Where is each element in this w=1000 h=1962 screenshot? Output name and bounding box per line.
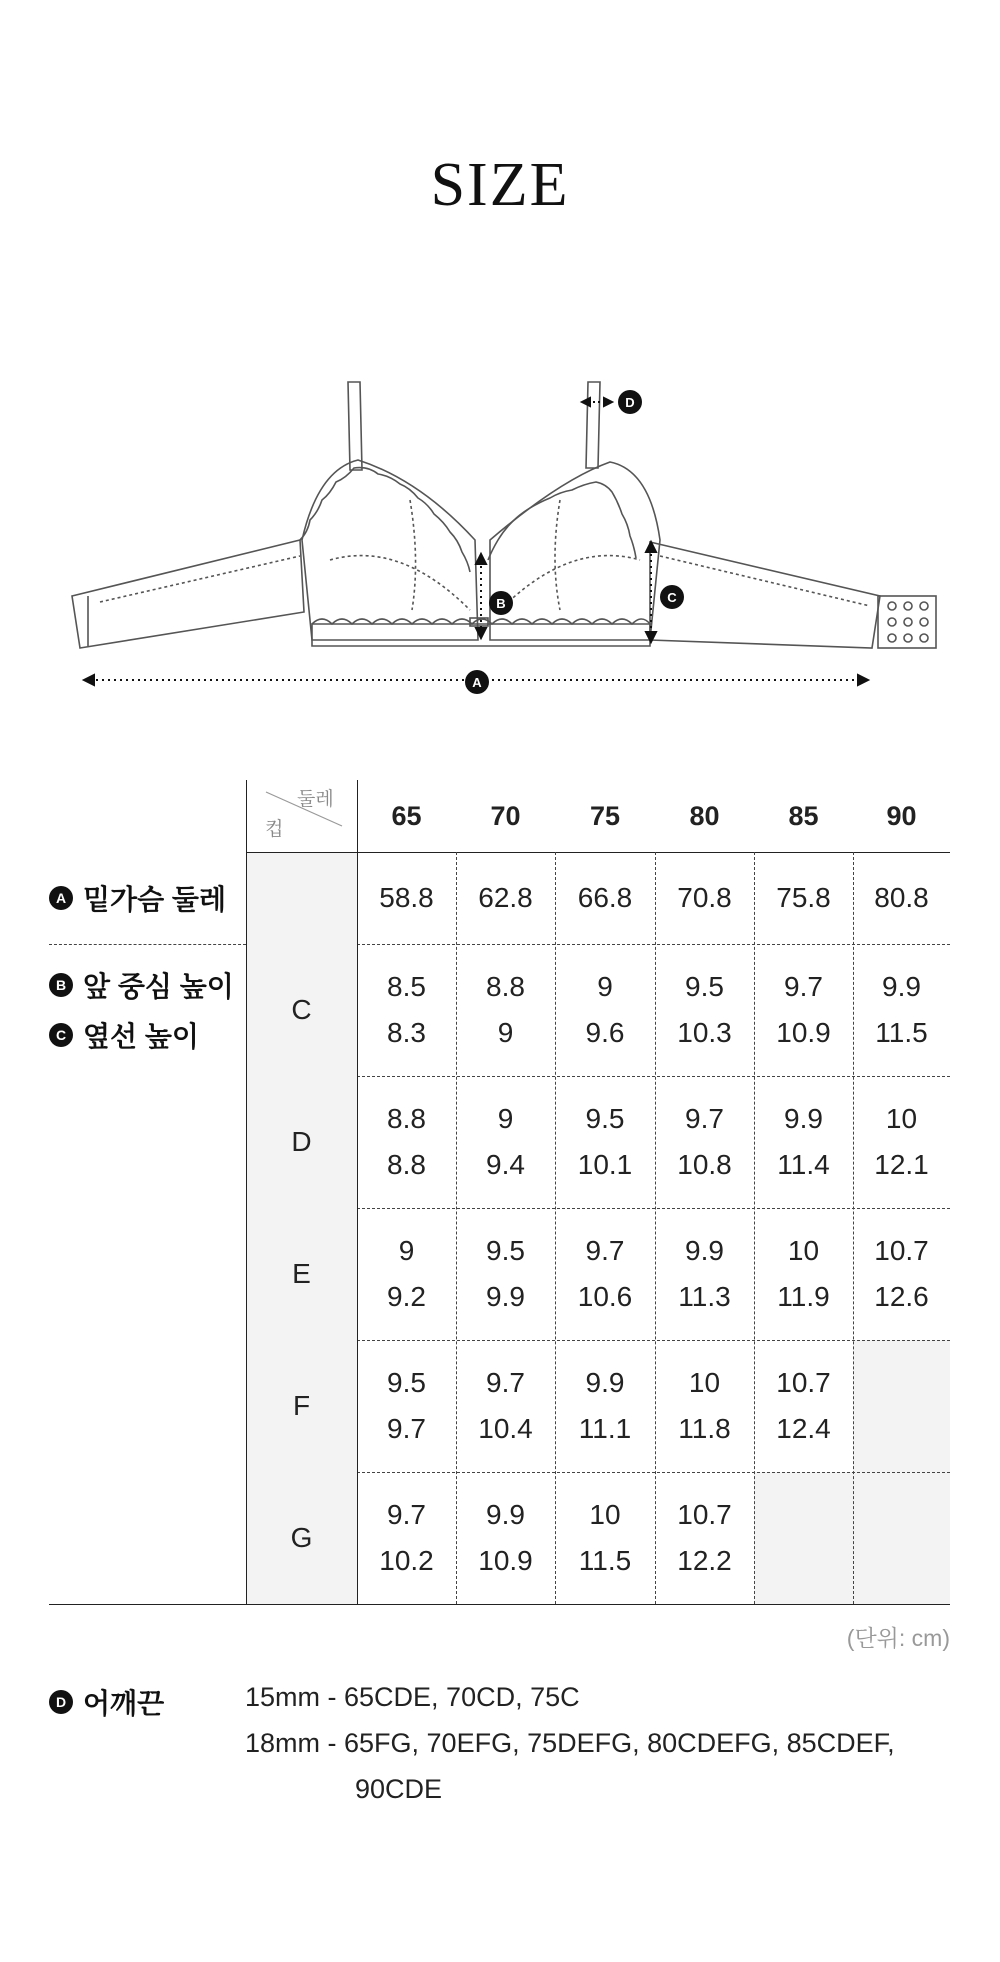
- front-center-height-value: 9.5: [387, 1367, 426, 1398]
- size-cell: [456, 1340, 555, 1472]
- front-center-height-value: 10.7: [776, 1367, 831, 1398]
- front-center-height-value: 9: [497, 1103, 514, 1134]
- front-center-height-value: 10.7: [874, 1235, 929, 1266]
- badge-a: A: [49, 886, 73, 910]
- cup-label: D: [291, 1126, 312, 1157]
- side-height-value: 10.1: [577, 1149, 633, 1180]
- side-height-value: 10.4: [478, 1413, 533, 1444]
- front-center-height-value: 8.8: [486, 971, 525, 1002]
- side-height-value: 9.6: [585, 1017, 625, 1048]
- front-center-height-value: 9.7: [685, 1103, 724, 1134]
- underbust-cell: 75.8: [776, 882, 831, 913]
- size-cell: [456, 944, 555, 1076]
- col-header-85: 85: [788, 800, 819, 831]
- svg-text:C: C: [667, 590, 677, 605]
- size-cell: [456, 1076, 555, 1208]
- side-height-value: 9: [497, 1017, 514, 1048]
- marker-c: [660, 585, 684, 609]
- front-center-height-value: 9.9: [585, 1367, 625, 1398]
- front-center-height-value: 9: [597, 971, 613, 1002]
- badge-d: D: [49, 1690, 73, 1714]
- col-header-65: 65: [391, 800, 422, 831]
- side-height-value: 10.9: [776, 1017, 831, 1048]
- badge-b: B: [49, 973, 73, 997]
- size-cell: [555, 1472, 655, 1604]
- side-height-value: 10.3: [677, 1017, 732, 1048]
- col-header-70: 70: [490, 800, 521, 831]
- side-height-value: 10.9: [478, 1545, 533, 1576]
- cup-label: C: [291, 994, 312, 1025]
- side-height-label: [49, 1012, 199, 1058]
- front-center-height-value: 10: [688, 1367, 721, 1398]
- size-cell: [853, 1208, 950, 1340]
- page-title: SIZE: [430, 151, 570, 219]
- col-header-90: 90: [886, 800, 917, 831]
- col-header-75: 75: [589, 800, 621, 831]
- strap-label-text: 어깨끈: [83, 1688, 165, 1719]
- marker-a: [465, 670, 489, 694]
- front-center-height-value: 9.9: [784, 1103, 823, 1134]
- side-height-value: 12.1: [874, 1149, 929, 1180]
- side-height-value: 11.1: [578, 1413, 632, 1444]
- front-center-height-value: 8.5: [387, 971, 426, 1002]
- left-band: [72, 540, 304, 648]
- front-center-height-text: 앞 중심 높이: [83, 971, 234, 1002]
- underbust-cell: 58.8: [379, 882, 434, 913]
- size-cell: [754, 1076, 853, 1208]
- side-height-value: 10.8: [677, 1149, 732, 1180]
- side-height-value: 11.8: [678, 1413, 731, 1444]
- right-strap: [586, 382, 600, 468]
- front-center-height-value: 10.7: [677, 1499, 732, 1530]
- size-cell: [655, 1076, 754, 1208]
- underbust-cell: 80.8: [874, 882, 929, 913]
- front-center-height-value: 10: [787, 1235, 820, 1266]
- size-cell: [555, 1340, 655, 1472]
- side-height-value: 11.4: [777, 1149, 830, 1180]
- badge-c: C: [49, 1023, 73, 1047]
- marker-d: [618, 390, 642, 414]
- side-height-value: 11.5: [875, 1017, 928, 1048]
- strap-line: 15mm - 65CDE, 70CD, 75C: [245, 1682, 580, 1712]
- front-center-height-value: 10: [589, 1499, 621, 1530]
- left-cup: [302, 460, 478, 640]
- side-height-value: 9.9: [486, 1281, 525, 1312]
- underbust-label: [49, 852, 226, 944]
- front-center-height-value: 8.8: [387, 1103, 426, 1134]
- strap-line: 18mm - 65FG, 70EFG, 75DEFG, 80CDEFG, 85CDEF,: [245, 1728, 895, 1758]
- side-height-value: 9.7: [387, 1413, 426, 1444]
- right-band: [650, 542, 880, 648]
- bra-diagram: [0, 360, 1000, 700]
- front-center-height-value: 9.9: [685, 1235, 724, 1266]
- front-center-height-label: [49, 962, 234, 1008]
- svg-text:D: D: [625, 395, 635, 410]
- side-height-value: 11.3: [678, 1281, 731, 1312]
- corner-label-band: 둘레: [297, 789, 334, 810]
- size-cell: [456, 1472, 555, 1604]
- size-cell: [754, 944, 853, 1076]
- empty-cell-g-90: [853, 1472, 950, 1604]
- size-cell: [555, 944, 655, 1076]
- front-center-height-value: 9.9: [486, 1499, 525, 1530]
- front-center-height-value: 9.7: [585, 1235, 625, 1266]
- empty-cell-g-85: [754, 1472, 853, 1604]
- corner-label-cup: 컵: [265, 819, 284, 840]
- size-cell: [655, 1208, 754, 1340]
- size-cell: [555, 1076, 655, 1208]
- side-height-value: 9.4: [486, 1149, 525, 1180]
- size-cell: [853, 1076, 950, 1208]
- empty-cell-f-90: [853, 1340, 950, 1472]
- strap-line: 90CDE: [355, 1774, 443, 1804]
- side-height-value: 11.9: [777, 1281, 830, 1312]
- side-height-value: 10.2: [379, 1545, 434, 1576]
- side-height-value: 12.4: [776, 1413, 831, 1444]
- cup-label: F: [292, 1390, 311, 1421]
- size-cell: [456, 1208, 555, 1340]
- size-cell: [357, 1208, 456, 1340]
- size-cell: [357, 1076, 456, 1208]
- strap-label: [49, 1682, 164, 1722]
- front-center-height-value: 9.7: [486, 1367, 525, 1398]
- side-height-value: 9.2: [387, 1281, 426, 1312]
- side-height-value: 12.6: [874, 1281, 929, 1312]
- front-center-height-value: 9.9: [882, 971, 921, 1002]
- front-center-height-value: 9: [398, 1235, 415, 1266]
- size-cell: [853, 944, 950, 1076]
- size-cell: [655, 944, 754, 1076]
- size-cell: [655, 1472, 754, 1604]
- side-height-text: 옆선 높이: [83, 1021, 199, 1052]
- svg-text:A: A: [472, 675, 482, 690]
- front-center-height-value: 9.5: [486, 1235, 525, 1266]
- side-height-value: 10.6: [577, 1281, 633, 1312]
- unit-note: (단위: cm): [846, 1625, 950, 1651]
- underbust-cell: 66.8: [577, 882, 633, 913]
- size-cell: [357, 944, 456, 1076]
- underbust-label-text: 밑가슴 둘레: [83, 884, 227, 915]
- underbust-cell: 70.8: [677, 882, 732, 913]
- size-cell: [655, 1340, 754, 1472]
- right-lace-edge: [488, 482, 636, 560]
- size-cell: [555, 1208, 655, 1340]
- front-center-height-value: 9.7: [784, 971, 823, 1002]
- front-center-height-value: 10: [885, 1103, 918, 1134]
- left-strap: [348, 382, 362, 470]
- size-cell: [357, 1340, 456, 1472]
- col-header-80: 80: [689, 800, 720, 831]
- marker-b: [489, 591, 513, 615]
- front-center-height-value: 9.5: [585, 1103, 625, 1134]
- cup-label: E: [292, 1258, 311, 1289]
- size-cell: [754, 1208, 853, 1340]
- size-cell: [357, 1472, 456, 1604]
- front-center-height-value: 9.7: [387, 1499, 426, 1530]
- size-cell: [754, 1340, 853, 1472]
- underbust-cell: 62.8: [478, 882, 533, 913]
- side-height-value: 8.3: [387, 1017, 426, 1048]
- cup-label: G: [290, 1522, 313, 1553]
- side-height-value: 8.8: [387, 1149, 426, 1180]
- svg-text:B: B: [496, 596, 506, 611]
- side-height-value: 11.5: [578, 1545, 632, 1576]
- side-height-value: 12.2: [677, 1545, 732, 1576]
- front-center-height-value: 9.5: [685, 971, 724, 1002]
